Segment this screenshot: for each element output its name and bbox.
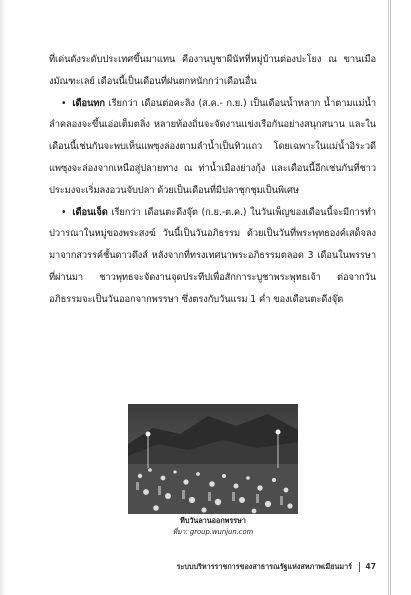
paragraph-continued: ที่เด่นดังระดับประเทศขึ้นมาแทน คืองานบูชาผีนัทที่หมู่บ้านต่องปะโยง ณ ขานเมืองมัณฑะเลย์ เดือนนี้เป็นเดือนที่ฝนตกหนักกว่าเดือนอื่น — [49, 54, 376, 87]
page-footer — [0, 560, 388, 574]
bullet-icon: • — [61, 206, 67, 218]
figure-source: ที่มา: group.wunjun.com — [172, 528, 254, 536]
list-item-month-7 — [49, 202, 376, 311]
bullet-icon: • — [61, 97, 67, 109]
page-edge-line — [388, 0, 389, 595]
month-6-heading: เดือนทก — [72, 97, 105, 109]
figure-caption: ทีบวันลานออกพรรษา — [180, 516, 246, 525]
body-text — [49, 49, 376, 311]
footer-title: ระบบบริหารราชการของสาธารณรัฐแห่งสหภาพเมียนมาร์ — [176, 562, 352, 571]
footer-separator — [359, 562, 360, 572]
list-item-month-6 — [49, 93, 376, 202]
month-6-text: เรียกว่า เดือนต่อคะลิง (ส.ค.- ก.ย.) เป็นเดือนน้ำหลาก น้ำตามแม่น้ำลำคลองจะขึ้นเอ่อเต็มตลิ่ง หลายท้องถิ่นจะจัดงานแข่งเรือกันอย่างสนุกสนาน และในเดือนนี้เช่นกันจะพบเห็นแพซุงล่องตามลำน้ำเป็นทิวแถว โดยเฉพาะในแม่น้ำอิระวดี แพซุงจะล่องจากเหนือสู่ปลายทาง ณ ท่าน้ำเมืองย่างกุ้ง และเดือนนี้อีกเช่นกันที่ชาวประมงจะเริ่มลงอวนจับปลา ด้วยเป็นเดือนที่มีปลาชุกชุมเป็นพิเศษ — [49, 97, 376, 196]
festival-photo — [128, 404, 298, 514]
page-number: 47 — [365, 562, 376, 571]
month-7-text: เรียกว่า เดือนตะดีงจุ๊ต (ก.ย.-ต.ค.) ในวันเพ็ญของเดือนนี้จะมีการทำปวารณาในหมู่ของพระสงฆ์ วันนี้เป็นวันอภิธรรม ด้วยเป็นวันที่พระพุทธองค์เสด็จลงมาจากสวรรค์ชั้นดาวดึงส์ หลังจากที่ทรงเทศนาพระอภิธรรมตลอด 3 เดือนในพรรษาที่ผ่านมา ชาวพุทธจะจัดงานจุดประทีปเพื่อสักการะบูชาพระพุทธเจ้า ต่อจากวันอภิธรรมจะเป็นวันออกจากพรรษา ซึ่งตรงกับวันแรม 1 ค่ำ ของเดือนตะดีงจุ๊ต — [49, 206, 376, 305]
page-edge-line-outer — [390, 0, 391, 595]
festival-photo-image — [128, 404, 298, 514]
month-7-heading: เดือนเจ็ด — [72, 206, 108, 218]
